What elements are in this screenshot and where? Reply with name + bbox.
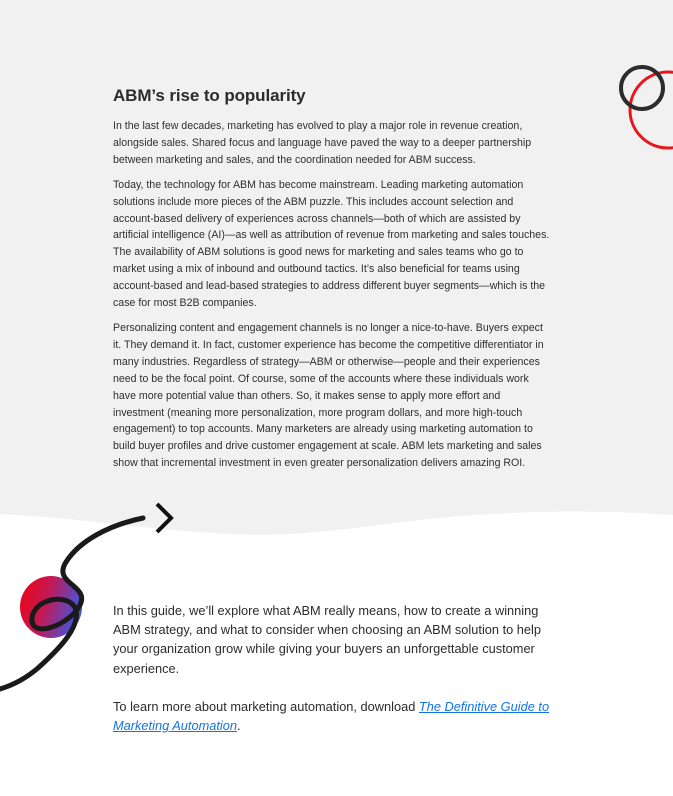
learn-more-text: To learn more about marketing automation, download	[113, 698, 419, 714]
body-text	[113, 118, 553, 480]
intro-section	[113, 601, 553, 754]
paragraph: In the last few decades, marketing has evolved to play a major role in revenue creation, alongside sales. Shared focus and language have paved the way to a deeper partnership between marketing and sales, and the coordination needed for ABM success.	[113, 120, 532, 166]
intro-paragraph: In this guide, we’ll explore what ABM really means, how to create a winning ABM strategy, and what to consider when choosing an ABM solution to help your organization grow while giving your buyers an unforgettable customer experience.	[113, 603, 541, 676]
page-title: ABM’s rise to popularity	[113, 86, 306, 105]
paragraph: Personalizing content and engagement channels is no longer a nice-to-have. Buyers expect it. They demand it. In fact, customer experience has become the competitive differentiator in many industries. Regardless of strategy—ABM or otherwise—people and their experiences need to be the focal point. Of course, some of the accounts where these individuals work have more potential value than others. So, it makes sense to apply more effort and investment (meaning more personalization, more program dollars, and more high-touch engagement) to top accounts. Many marketers are already using marketing automation to build buyer profiles and drive customer engagement at scale. ABM lets marketing and sales show that incremental investment in even greater personalization delivers amazing ROI.	[113, 321, 544, 470]
definitive-guide-link[interactable]: The Definitive Guide to Marketing Automation	[113, 698, 550, 734]
paragraph: Today, the technology for ABM has become mainstream. Leading marketing automation solutions include more pieces of the ABM puzzle. This includes account selection and account-based delivery of experiences across channels—both of which are assisted by artificial intelligence (AI)—as well as attribution of revenue from marketing and sales touches. The availability of ABM solutions is good news for marketing and sales teams who go to market using a mix of inbound and outbound tactics. It’s also beneficial for teams using account-based and lead-based strategies to address different buyer segments—which is the case for most B2B companies.	[113, 178, 550, 310]
learn-more-paragraph	[113, 697, 553, 735]
learn-more-suffix: .	[237, 718, 241, 734]
